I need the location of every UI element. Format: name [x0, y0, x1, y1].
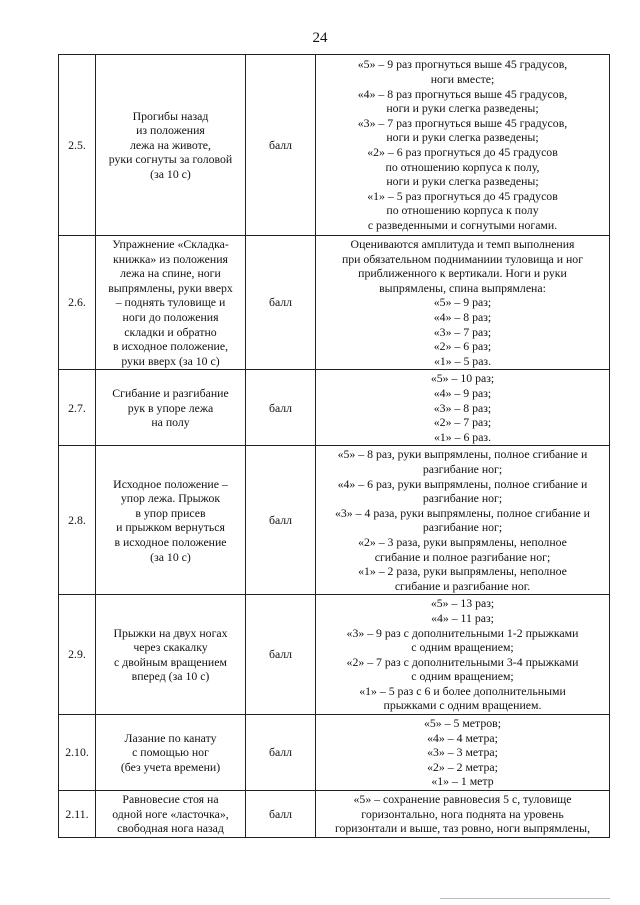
- cell-unit: балл: [246, 370, 316, 446]
- cell-criteria: «5» – 8 раз, руки выпрямлены, полное сгибание и разгибание ног; «4» – 6 раз, руки выпрямлены, полное сгибание и разгибание ног; «3» – 4 раза, руки выпрямлены, полное сгибание и разгибание ног; «2» – 3 раза, руки выпрямлены, неполное сгибание и полное разгибание ног; «1» – 2 раза, руки выпрямлены, неполное сгибание и разгибание ног.: [316, 446, 610, 595]
- cell-criteria: Оцениваются амплитуда и темп выполнения при обязательном подниманиии туловища и ног приближенного к вертикали. Ноги и руки выпрямлены, спина выпрямлена: «5» – 9 раз; «4» – 8 раз; «3» – 7 раз; «2» – 6 раз; «1» – 5 раз.: [316, 236, 610, 370]
- cell-exercise-name: Исходное положение – упор лежа. Прыжок в упор присев и прыжком вернуться в исходное положение (за 10 с): [96, 446, 246, 595]
- cell-number: 2.9.: [59, 595, 96, 715]
- cell-number: 2.8.: [59, 446, 96, 595]
- cell-criteria: «5» – 9 раз прогнуться выше 45 градусов, ноги вместе; «4» – 8 раз прогнуться выше 45 градусов, ноги и руки слегка разведены; «3» – 7 раз прогнуться выше 45 градусов, ноги и руки слегка разведены; «2» – 6 раз прогнуться до 45 градусов по отношению корпуса к полу, ноги и руки слегка разведены; «1» – 5 раз прогнуться до 45 градусов по отношению корпуса к полу с разведенными и согнутыми ногами.: [316, 55, 610, 236]
- cell-exercise-name: Сгибание и разгибание рук в упоре лежа на полу: [96, 370, 246, 446]
- cell-number: 2.7.: [59, 370, 96, 446]
- cell-exercise-name: Упражнение «Складка- книжка» из положения лежа на спине, ноги выпрямлены, руки вверх – поднять туловище и ноги до положения складки и обратно в исходное положение, руки вверх (за 10 с): [96, 236, 246, 370]
- cell-exercise-name: Прогибы назад из положения лежа на животе, руки согнуты за головой (за 10 с): [96, 55, 246, 236]
- page-number: 24: [312, 30, 328, 46]
- table-row: [59, 791, 610, 838]
- table-row: [59, 595, 610, 715]
- cell-unit: балл: [246, 236, 316, 370]
- cell-number: 2.11.: [59, 791, 96, 838]
- cell-criteria: «5» – 5 метров; «4» – 4 метра; «3» – 3 метра; «2» – 2 метра; «1» – 1 метр: [316, 715, 610, 791]
- table-row: [59, 370, 610, 446]
- table-row: [59, 236, 610, 370]
- cell-unit: балл: [246, 446, 316, 595]
- cell-number: 2.5.: [59, 55, 96, 236]
- footer-divider: [440, 898, 610, 899]
- table-row: [59, 715, 610, 791]
- standards-table: [58, 54, 610, 838]
- cell-criteria: «5» – 13 раз; «4» – 11 раз; «3» – 9 раз с дополнительными 1-2 прыжками с одним вращением; «2» – 7 раз с дополнительными 3-4 прыжками с одним вращением; «1» – 5 раз с 6 и более дополнительными прыжками с одним вращением.: [316, 595, 610, 715]
- cell-number: 2.6.: [59, 236, 96, 370]
- cell-number: 2.10.: [59, 715, 96, 791]
- cell-unit: балл: [246, 791, 316, 838]
- cell-criteria: «5» – сохранение равновесия 5 с, туловище горизонтально, нога поднята на уровень горизонтали и выше, таз ровно, ноги выпрямлены,: [316, 791, 610, 838]
- cell-exercise-name: Лазание по канату с помощью ног (без учета времени): [96, 715, 246, 791]
- table-row: [59, 446, 610, 595]
- cell-exercise-name: Равновесие стоя на одной ноге «ласточка», свободная нога назад: [96, 791, 246, 838]
- cell-unit: балл: [246, 595, 316, 715]
- cell-exercise-name: Прыжки на двух ногах через скакалку с двойным вращением вперед (за 10 с): [96, 595, 246, 715]
- cell-unit: балл: [246, 55, 316, 236]
- cell-unit: балл: [246, 715, 316, 791]
- table-row: [59, 55, 610, 236]
- cell-criteria: «5» – 10 раз; «4» – 9 раз; «3» – 8 раз; «2» – 7 раз; «1» – 6 раз.: [316, 370, 610, 446]
